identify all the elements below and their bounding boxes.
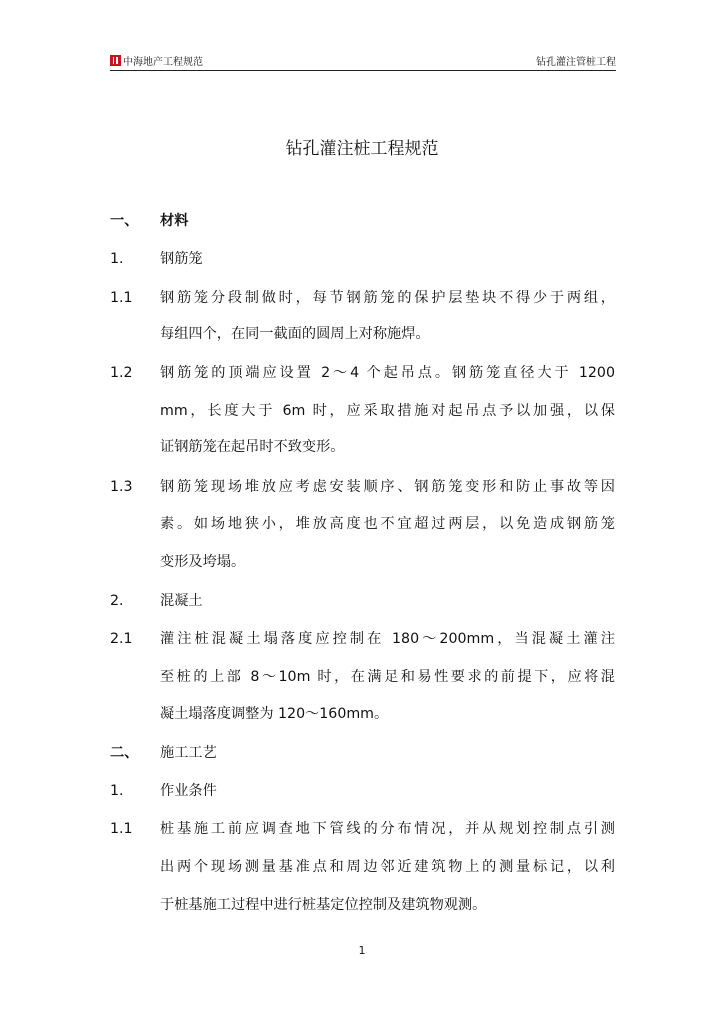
clause-number: 1.1	[110, 290, 133, 306]
clause-line: 证钢筋笼在起吊时不致变形。	[160, 439, 345, 455]
subsection-heading: 作业条件	[160, 783, 217, 799]
clause-line: mm，长度大于 6m 时，应采取措施对起吊点予以加强，以保	[160, 403, 615, 419]
header-company-text: 中海地产工程规范	[123, 57, 203, 68]
header-left	[110, 53, 203, 68]
clause-line: 桩基施工前应调查地下管线的分布情况，并从规划控制点引测	[160, 821, 615, 837]
section-heading: 施工工艺	[160, 745, 217, 761]
clause-line: 凝土塌落度调整为 120～160mm。	[160, 706, 389, 722]
page-header	[110, 50, 616, 71]
clause-line: 灌注桩混凝土塌落度应控制在 180～200mm，当混凝土灌注	[160, 631, 615, 647]
clause-line: 钢筋笼分段制做时，每节钢筋笼的保护层垫块不得少于两组，	[160, 290, 615, 306]
subsection-number: 1.	[110, 783, 124, 799]
subsection-heading: 钢筋笼	[160, 251, 203, 267]
clause-number: 1.1	[110, 821, 133, 837]
section-number: 一、	[110, 213, 139, 229]
clause-line: 于桩基施工过程中进行桩基定位控制及建筑物观测。	[160, 897, 487, 913]
clause-line: 变形及垮塌。	[160, 554, 246, 570]
subsection-heading: 混凝土	[160, 593, 203, 609]
clause-number: 1.2	[110, 365, 133, 381]
page-title: 钻孔灌注桩工程规范	[285, 139, 439, 159]
clause-line: 素。如场地狭小，堆放高度也不宜超过两层，以免造成钢筋笼	[160, 516, 615, 532]
page-number: 1	[358, 944, 366, 957]
clause-line: 出两个现场测量基准点和周边邻近建筑物上的测量标记，以利	[160, 859, 615, 875]
clause-line: 至桩的上部 8～10m 时，在满足和易性要求的前提下，应将混	[160, 669, 615, 685]
subsection-number: 1.	[110, 251, 124, 267]
subsection-number: 2.	[110, 593, 124, 609]
clause-number: 2.1	[110, 631, 133, 647]
section-heading: 材料	[160, 213, 189, 229]
section-number: 二、	[110, 745, 139, 761]
clause-line: 钢筋笼的顶端应设置 2～4 个起吊点。钢筋笼直径大于 1200	[160, 365, 615, 381]
clause-number: 1.3	[110, 479, 133, 495]
clause-line: 钢筋笼现场堆放应考虑安装顺序、钢筋笼变形和防止事故等因	[160, 479, 615, 495]
clause-line: 每组四个，在同一截面的圆周上对称施焊。	[160, 326, 430, 342]
header-doc-name: 钻孔灌注管桩工程	[536, 57, 616, 68]
company-logo-icon	[110, 55, 121, 66]
